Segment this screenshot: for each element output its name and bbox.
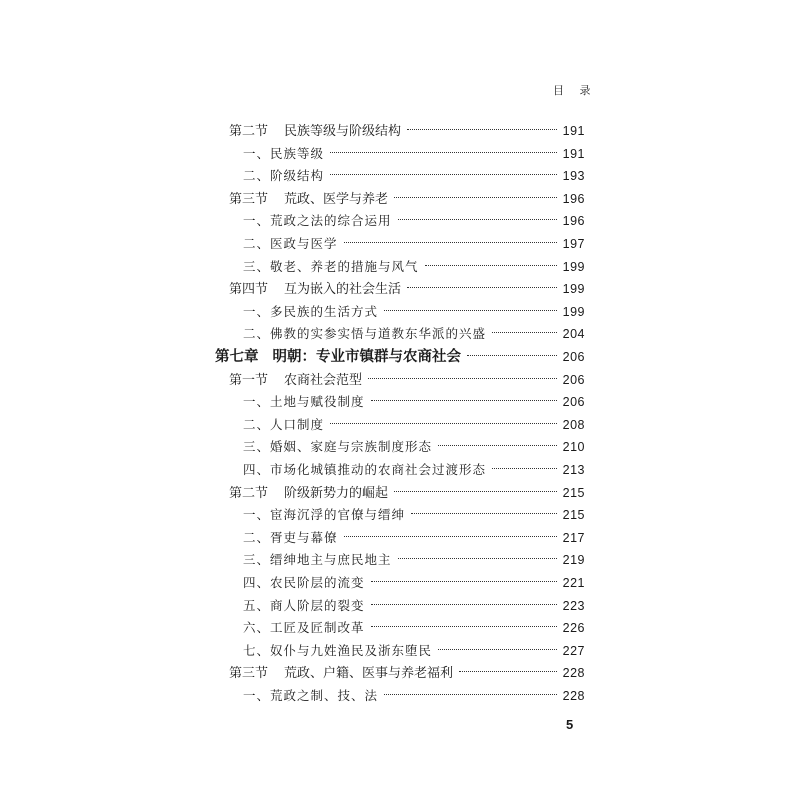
running-head: 目 录 bbox=[553, 84, 597, 97]
entry-number: 第七章 bbox=[215, 349, 259, 365]
toc-entry[interactable] bbox=[229, 188, 585, 210]
entry-page-number: 206 bbox=[562, 372, 585, 387]
dot-leader bbox=[371, 604, 557, 605]
entry-title: 四、农民阶层的流变 bbox=[243, 575, 365, 590]
entry-page-number: 199 bbox=[562, 304, 585, 319]
entry-page-number: 213 bbox=[562, 463, 585, 477]
dot-leader bbox=[330, 423, 557, 424]
toc-entry[interactable] bbox=[243, 617, 585, 639]
toc-entry[interactable] bbox=[243, 391, 585, 413]
dot-leader bbox=[425, 265, 557, 266]
entry-title: 一、宦海沉浮的官僚与缙绅 bbox=[243, 507, 406, 523]
dot-leader bbox=[368, 378, 557, 379]
dot-leader bbox=[398, 558, 557, 559]
entry-page-number: 208 bbox=[562, 417, 585, 432]
toc-entry[interactable] bbox=[243, 459, 585, 481]
entry-title: 民族等级与阶级结构 bbox=[284, 124, 402, 139]
entry-title: 四、市场化城镇推动的农商社会过渡形态 bbox=[243, 462, 487, 477]
toc-entry[interactable] bbox=[243, 640, 585, 662]
entry-title: 二、人口制度 bbox=[243, 416, 325, 432]
entry-number: 第二节 bbox=[229, 485, 269, 501]
toc-entry[interactable] bbox=[243, 504, 585, 526]
dot-leader bbox=[411, 513, 557, 514]
toc-entry[interactable] bbox=[243, 143, 585, 165]
entry-page-number: 196 bbox=[562, 191, 585, 206]
toc-entry[interactable] bbox=[229, 369, 585, 391]
entry-number: 第三节 bbox=[229, 666, 269, 682]
dot-leader bbox=[384, 310, 557, 311]
entry-title: 七、奴仆与九姓渔民及浙东堕民 bbox=[243, 642, 433, 658]
entry-page-number: 221 bbox=[562, 576, 585, 590]
toc-entry[interactable] bbox=[215, 346, 585, 368]
toc-entry[interactable] bbox=[243, 414, 585, 436]
dot-leader bbox=[344, 242, 557, 243]
entry-page-number: 215 bbox=[562, 508, 585, 523]
entry-page-number: 196 bbox=[562, 214, 585, 229]
entry-page-number: 210 bbox=[562, 440, 585, 455]
entry-page-number: 206 bbox=[562, 350, 585, 364]
dot-leader bbox=[371, 400, 557, 401]
entry-page-number: 227 bbox=[562, 643, 585, 658]
dot-leader bbox=[394, 197, 557, 198]
entry-number: 第四节 bbox=[229, 282, 269, 298]
toc-entry[interactable] bbox=[229, 278, 585, 300]
dot-leader bbox=[330, 174, 557, 175]
toc-entry[interactable] bbox=[243, 210, 585, 232]
entry-title: 二、佛教的实参实悟与道教东华派的兴盛 bbox=[243, 326, 487, 342]
entry-title: 阶级新势力的崛起 bbox=[284, 485, 389, 501]
toc-entry[interactable] bbox=[243, 549, 585, 571]
entry-page-number: 228 bbox=[562, 666, 585, 681]
toc-entry[interactable] bbox=[243, 323, 585, 345]
entry-title: 一、荒政之制、技、法 bbox=[243, 688, 379, 703]
entry-title: 二、阶级结构 bbox=[243, 168, 325, 184]
dot-leader bbox=[344, 536, 557, 537]
entry-title: 二、胥吏与幕僚 bbox=[243, 529, 338, 545]
entry-page-number: 191 bbox=[562, 124, 585, 138]
entry-title: 六、工匠及匠制改革 bbox=[243, 620, 365, 636]
entry-page-number: 215 bbox=[562, 485, 585, 500]
dot-leader bbox=[492, 332, 557, 333]
entry-title: 一、多民族的生活方式 bbox=[243, 303, 379, 319]
toc-entry[interactable] bbox=[243, 233, 585, 255]
entry-page-number: 199 bbox=[562, 259, 585, 274]
entry-page-number: 226 bbox=[562, 621, 585, 636]
dot-leader bbox=[398, 219, 557, 220]
entry-title: 互为嵌入的社会生活 bbox=[284, 282, 402, 298]
dot-leader bbox=[467, 355, 557, 356]
entry-page-number: 223 bbox=[562, 598, 585, 613]
entry-page-number: 193 bbox=[562, 169, 585, 184]
entry-page-number: 191 bbox=[562, 146, 585, 161]
entry-title: 三、婚姻、家庭与宗族制度形态 bbox=[243, 439, 433, 455]
entry-page-number: 206 bbox=[562, 395, 585, 410]
entry-page-number: 219 bbox=[562, 553, 585, 568]
toc-entry[interactable] bbox=[243, 527, 585, 549]
entry-page-number: 228 bbox=[562, 689, 585, 703]
entry-page-number: 197 bbox=[562, 237, 585, 251]
entry-title: 农商社会范型 bbox=[284, 372, 363, 388]
entry-title: 一、荒政之法的综合运用 bbox=[243, 213, 392, 229]
dot-leader bbox=[438, 445, 557, 446]
dot-leader bbox=[330, 152, 557, 153]
toc-entry[interactable] bbox=[243, 685, 585, 707]
toc-entry[interactable] bbox=[229, 482, 585, 504]
dot-leader bbox=[407, 129, 557, 130]
entry-number: 第一节 bbox=[229, 372, 269, 388]
toc-entry[interactable] bbox=[229, 662, 585, 684]
entry-title: 一、土地与赋役制度 bbox=[243, 394, 365, 410]
toc-entry[interactable] bbox=[243, 572, 585, 594]
entry-page-number: 217 bbox=[562, 530, 585, 545]
dot-leader bbox=[394, 491, 557, 492]
entry-page-number: 204 bbox=[562, 327, 585, 342]
toc-entry[interactable] bbox=[243, 301, 585, 323]
page-number: 5 bbox=[566, 717, 574, 732]
dot-leader bbox=[384, 694, 557, 695]
entry-title: 三、缙绅地主与庶民地主 bbox=[243, 552, 392, 568]
entry-number: 第二节 bbox=[229, 124, 269, 139]
toc-entry[interactable] bbox=[229, 120, 585, 142]
entry-title: 荒政、医学与养老 bbox=[284, 191, 389, 207]
dot-leader bbox=[459, 671, 557, 672]
toc-entry[interactable] bbox=[243, 436, 585, 458]
entry-title: 三、敬老、养老的措施与风气 bbox=[243, 258, 419, 274]
entry-title: 明朝：专业市镇群与农商社会 bbox=[272, 349, 461, 365]
entry-title: 二、医政与医学 bbox=[243, 236, 338, 251]
entry-number: 第三节 bbox=[229, 191, 269, 207]
dot-leader bbox=[371, 581, 557, 582]
entry-title: 荒政、户籍、医事与养老福利 bbox=[284, 666, 454, 682]
dot-leader bbox=[492, 468, 557, 469]
dot-leader bbox=[371, 626, 557, 627]
dot-leader bbox=[438, 649, 557, 650]
entry-title: 一、民族等级 bbox=[243, 145, 325, 161]
dot-leader bbox=[407, 287, 557, 288]
entry-title: 五、商人阶层的裂变 bbox=[243, 597, 365, 613]
toc-entry[interactable] bbox=[243, 256, 585, 278]
toc-entry[interactable] bbox=[243, 165, 585, 187]
toc-entry[interactable] bbox=[243, 595, 585, 617]
entry-page-number: 199 bbox=[562, 282, 585, 297]
